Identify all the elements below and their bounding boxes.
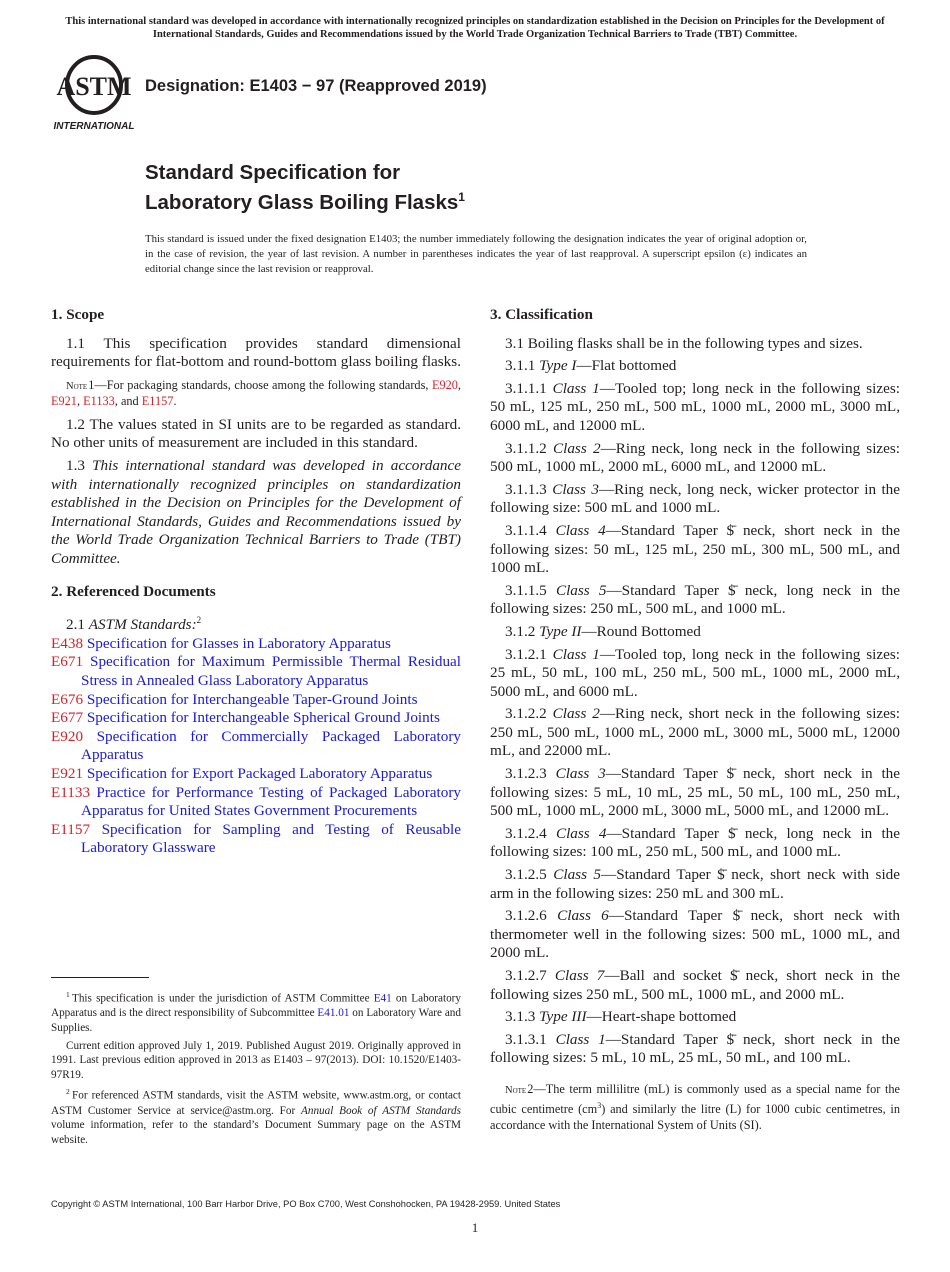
note-1-ref-e921[interactable]: E921 [51, 394, 77, 409]
item-num: 3.1.1.3 [505, 480, 547, 498]
note-2-number: 2 [527, 1081, 534, 1096]
note-1-ref-e1133[interactable]: E1133 [83, 394, 115, 409]
para-2-1-sup: 2 [196, 615, 202, 626]
classification-item [490, 765, 900, 821]
footnote-1-ref-e41[interactable]: E41 [373, 992, 392, 1005]
reference-item[interactable] [51, 765, 461, 784]
ref-title[interactable]: Practice for Performance Testing of Packaged Laboratory Apparatus for United States Government Procurements [81, 783, 461, 820]
footnote-2 [51, 1085, 461, 1147]
footnote-rule [51, 977, 149, 978]
para-1-3-num: 1.3 [66, 456, 85, 474]
item-num: 3.1.2.3 [505, 765, 547, 783]
para-1-1: 1.1 This specification provides standard dimensional requirements for flat-bottom and round-bottom glass boiling flasks. [51, 334, 461, 371]
item-text: —Standard Taper $̄ neck, short neck with side arm in the following sizes: 250 mL and 300 mL. [490, 866, 900, 902]
classification-item [490, 440, 900, 477]
ref-code[interactable]: E676 [51, 690, 84, 708]
item-text: —Ball and socket $̄ neck, short neck in the following sizes 250 mL, 500 mL, 1000 mL, and 2000 mL. [490, 967, 901, 1003]
item-num: 3.1.1.4 [505, 521, 547, 539]
footnote-2-mark: 2 [66, 1087, 70, 1097]
item-num: 3.1.2.1 [505, 645, 547, 663]
item-label: Type I [539, 357, 577, 375]
issue-note: This standard is issued under the fixed designation E1403; the number immediately following the designation indicates the year of original adoption or, in the case of revision, the year of last revision. A number in parentheses indicates the year of last reapproval. A superscript epsilon (ε) indicates an editorial change since the last revision or reapproval. [145, 233, 807, 275]
item-num: 3.1.3 [505, 1008, 536, 1026]
title-footnote-mark: 1 [458, 190, 465, 204]
ref-code[interactable]: E921 [51, 764, 84, 782]
item-label: Class 6 [557, 907, 609, 925]
classification-item [490, 646, 900, 702]
para-1-2: 1.2 The values stated in SI units are to be regarded as standard. No other units of measurement are included in this standard. [51, 415, 461, 452]
ref-title[interactable]: Specification for Interchangeable Spherical Ground Joints [86, 709, 440, 727]
note-2-label: Note [505, 1084, 527, 1096]
title-line-1: Standard Specification for [145, 161, 401, 184]
right-column [490, 306, 900, 1140]
ref-code[interactable]: E677 [51, 709, 84, 727]
item-num: 3.1.2.4 [505, 824, 547, 842]
ref-title[interactable]: Specification for Glasses in Laboratory Apparatus [86, 634, 391, 652]
ref-code[interactable]: E671 [51, 653, 84, 671]
item-num: 3.1.2.7 [505, 967, 547, 984]
item-num: 3.1.2.5 [505, 866, 547, 884]
item-text: —Round Bottomed [581, 622, 701, 640]
item-text: —Flat bottomed [576, 357, 677, 375]
title-line-2: Laboratory Glass Boiling Flasks [145, 190, 459, 214]
logo-caption: INTERNATIONAL [53, 121, 135, 132]
item-num: 3.1.1.2 [505, 439, 547, 457]
para-1-3-text: This international standard was developed in accordance with internationally recognized principles on standardization established in the Decision on Principles for the Development of International Standards, Guides and Recommendations issued by the World Trade Organization Technical Barriers to Trade (TBT) Committee. [51, 456, 462, 567]
item-text: —Tooled top; long neck in the following sizes: 50 mL, 125 mL, 250 mL, 500 mL, 1000 mL, 2000 mL, 3000 mL, 6000 mL, and 12000 mL. [490, 379, 900, 434]
note-2-text-a: —The term millilitre (mL) is commonly used as a special name for the cubic centimetre (cm [490, 1081, 900, 1117]
item-num: 3.1.1.1 [505, 379, 547, 397]
classification-item [490, 866, 900, 903]
note-1-number: 1 [88, 377, 95, 392]
note-2 [490, 1082, 900, 1134]
footnote-2-text-b: volume information, refer to the standard’s Document Summary page on the ASTM website. [51, 1119, 461, 1146]
para-2-1-num: 2.1 [66, 616, 85, 634]
classification-heading: 3. Classification [490, 306, 593, 323]
item-num: 3.1.2 [505, 622, 536, 640]
note-1-and: and [120, 394, 139, 409]
classification-item [490, 1031, 900, 1068]
note-2-sup: 3 [597, 1101, 602, 1111]
footnote-1-ref-e4101[interactable]: E41.01 [317, 1007, 350, 1020]
classification-item [490, 522, 900, 578]
top-notice: This international standard was developed in accordance with internationally recognized principles on standardization established in the Decision on Principles for the Development of International Standards, Guides and Recommendations issued by the World Trade Organization Technical Barriers to Trade (TBT) Committee. [65, 16, 885, 40]
item-label: Type II [539, 622, 582, 640]
note-1-text: —For packaging standards, choose among the following standards, [94, 377, 432, 392]
item-label: Class 1 [552, 645, 600, 663]
classification-item [490, 380, 900, 436]
item-num: 3.1.2.2 [505, 705, 547, 723]
item-label: Class 5 [553, 866, 602, 884]
item-text: —Heart-shape bottomed [586, 1008, 737, 1026]
ref-code[interactable]: E1157 [51, 820, 91, 838]
item-num: 3.1.1.5 [505, 581, 547, 599]
reference-item[interactable] [51, 821, 461, 858]
item-text: —Standard Taper $̄ neck, short neck with thermometer well in the following sizes: 500 mL, 1000 mL, and 2000 mL. [490, 907, 901, 962]
classification-item [490, 1008, 900, 1027]
para-1-3 [51, 457, 461, 569]
item-num: 3.1.3.1 [505, 1030, 547, 1048]
footnote-edition: Current edition approved July 1, 2019. Published August 2019. Originally approved in 1991. Last previous edition approved in 2013 as E1403 – 97(2013). DOI: 10.1520/E1403-97R19. [51, 1039, 461, 1081]
para-3-1: 3.1 Boiling flasks shall be in the following types and sizes. [505, 334, 863, 352]
classification-item [490, 357, 900, 376]
item-label: Type III [539, 1008, 587, 1026]
item-label: Class 2 [552, 439, 601, 457]
ref-code[interactable]: E920 [51, 727, 84, 745]
item-text: —Ring neck, long neck, wicker protector in the following size: 500 mL and 1000 mL. [490, 480, 901, 517]
reference-item[interactable] [51, 653, 461, 690]
footnote-2-text-a: For referenced ASTM standards, visit the ASTM website, www.astm.org, or contact ASTM Customer Service at service@astm.org. For [51, 1090, 461, 1117]
logo-letters: ASTM [56, 72, 132, 101]
item-text: —Standard Taper $̄ neck, short neck in the following sizes: 5 mL, 10 mL, 25 mL, 50 mL, and 100 mL. [490, 1030, 900, 1067]
reference-item[interactable] [51, 709, 461, 728]
item-num: 3.1.2.6 [505, 907, 547, 925]
page-number: 1 [471, 1220, 479, 1235]
item-text: —Standard Taper $̄ neck, long neck in the following sizes: 250 mL, 500 mL, and 1000 mL. [490, 581, 900, 618]
document-title [145, 160, 465, 215]
ref-code[interactable]: E438 [51, 634, 84, 652]
footnote-2-italic: Annual Book of ASTM Standards [301, 1104, 461, 1117]
copyright: Copyright © ASTM International, 100 Barr Harbor Drive, PO Box C700, West Conshohocken, PA 19428-2959. United States [51, 1199, 561, 1209]
item-label: Class 5 [555, 581, 607, 599]
item-label: Class 4 [555, 824, 607, 842]
referenced-heading: 2. Referenced Documents [51, 582, 216, 600]
footnote-1 [51, 988, 461, 1036]
item-label: Class 3 [552, 480, 599, 498]
note-1: Note 1—For packaging standards, choose among the following standards, E920, E921, E1133, and E1157. [51, 377, 461, 409]
classification-item [490, 825, 900, 862]
ref-code[interactable]: E1133 [51, 783, 91, 801]
reference-list [51, 635, 461, 858]
note-1-ref-e1157[interactable]: E1157 [141, 394, 174, 409]
ref-title[interactable]: Specification for Sampling and Testing of Reusable Laboratory Glassware [81, 820, 461, 857]
item-text: —Ring neck, short neck in the following sizes: 250 mL, 500 mL, 1000 mL, 2000 mL, 3000 mL, 5000 mL, 12000 mL, and 22000 mL. [490, 705, 901, 760]
footnote-1-text-b: on Laboratory Apparatus and is the direct responsibility of Subcommittee [51, 992, 461, 1020]
left-column [51, 306, 461, 858]
reference-item[interactable] [51, 784, 461, 821]
item-label: Class 4 [555, 521, 606, 539]
classification-item [490, 967, 900, 1004]
reference-item[interactable] [51, 635, 461, 654]
item-label: Class 7 [554, 967, 605, 984]
ref-title[interactable]: Specification for Interchangeable Taper-Ground Joints [86, 690, 418, 708]
classification-item [490, 481, 900, 518]
classification-item [490, 582, 900, 619]
ref-title[interactable]: Specification for Commercially Packaged Laboratory Apparatus [81, 727, 461, 764]
item-label: Class 1 [555, 1030, 606, 1048]
note-1-label: Note [66, 380, 88, 392]
item-label: Class 1 [552, 379, 600, 397]
item-text: —Standard Taper $̄ neck, short neck in the following sizes: 50 mL, 125 mL, 250 mL, 300 mL, 500 mL, and 1000 mL. [490, 521, 900, 577]
note-1-end: . [173, 394, 177, 409]
para-2-1 [51, 611, 461, 635]
item-text: —Ring neck, long neck in the following sizes: 500 mL, 1000 mL, 2000 mL, 6000 mL, and 12000 mL. [490, 439, 901, 476]
para-2-1-text: ASTM Standards: [88, 616, 197, 634]
classification-item [490, 705, 900, 761]
astm-logo [53, 55, 135, 133]
item-text: —Standard Taper $̄ neck, short neck in the following sizes: 5 mL, 10 mL, 25 mL, 50 mL, 100 mL, 250 mL, 500 mL, 1000 mL, 2000 mL, 3000 mL, 5000 mL, and 12000 mL. [490, 765, 900, 820]
item-text: —Tooled top, long neck in the following sizes: 25 mL, 50 mL, 100 mL, 250 mL, 500 mL, 1000 mL, 2000 mL, 5000 mL, and 6000 mL. [490, 645, 900, 700]
designation: Designation: E1403 − 97 (Reapproved 2019) [145, 77, 487, 95]
item-label: Class 2 [552, 705, 600, 723]
classification-item [490, 907, 900, 963]
ref-title[interactable]: Specification for Maximum Permissible Thermal Residual Stress in Annealed Glass Laboratory Apparatus [81, 653, 461, 689]
note-2-text-b: ) and similarly the litre (L) for 1000 cubic centimetres, in accordance with the International System of Units (SI). [490, 1102, 900, 1133]
footnote-1-text-c: on Laboratory Ware and Supplies. [51, 1007, 461, 1034]
ref-title[interactable]: Specification for Export Packaged Laboratory Apparatus [86, 764, 433, 782]
item-num: 3.1.1 [505, 357, 536, 375]
reference-item[interactable] [51, 691, 461, 710]
footnotes [51, 988, 461, 1150]
reference-item[interactable] [51, 728, 461, 765]
item-text: —Standard Taper $̄ neck, long neck in the following sizes: 100 mL, 250 mL, 500 mL, and 1000 mL. [490, 824, 900, 861]
note-1-ref-e920[interactable]: E920 [431, 377, 458, 392]
footnote-1-mark: 1 [66, 990, 70, 999]
footnote-1-text-a: This specification is under the jurisdiction of ASTM Committee [72, 992, 374, 1005]
item-label: Class 3 [555, 765, 606, 783]
classification-item [490, 623, 900, 642]
scope-heading: 1. Scope [51, 306, 105, 323]
